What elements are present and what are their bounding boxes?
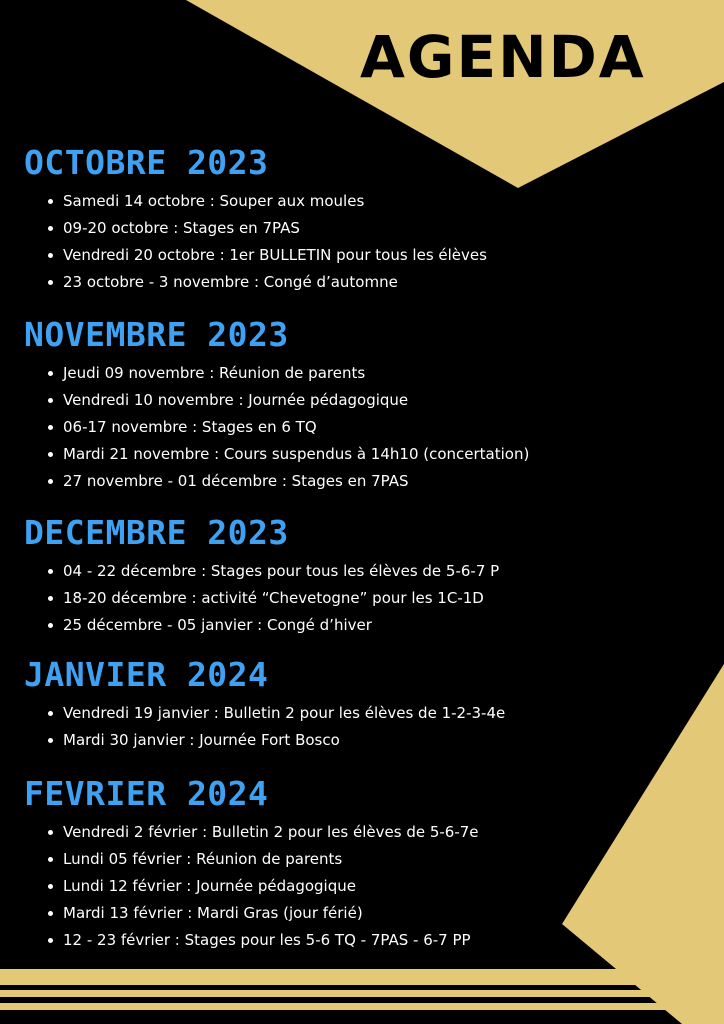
event-item: Vendredi 20 octobre : 1er BULLETIN pour tous les élèves [63, 242, 624, 269]
event-list [24, 188, 624, 296]
section-february-2024 [24, 775, 624, 954]
section-october-2023 [24, 144, 624, 296]
section-heading: JANVIER 2024 [24, 655, 269, 694]
event-item: 12 - 23 février : Stages pour les 5-6 TQ - 7PAS - 6-7 PP [63, 927, 624, 954]
event-item: 18-20 décembre : activité “Chevetogne” pour les 1C-1D [63, 585, 624, 612]
bottom-gold-stripe-upper [0, 969, 724, 985]
event-list [24, 819, 624, 954]
event-item: 06-17 novembre : Stages en 6 TQ [63, 414, 624, 441]
event-item: Jeudi 09 novembre : Réunion de parents [63, 360, 624, 387]
section-heading: NOVEMBRE 2023 [24, 315, 289, 354]
section-december-2023 [24, 514, 624, 639]
event-item: Mardi 21 novembre : Cours suspendus à 14h10 (concertation) [63, 441, 624, 468]
event-list [24, 360, 624, 495]
event-item: 04 - 22 décembre : Stages pour tous les élèves de 5-6-7 P [63, 558, 624, 585]
bottom-gold-stripe-middle [0, 990, 724, 997]
event-list [24, 700, 624, 754]
event-item: Vendredi 10 novembre : Journée pédagogique [63, 387, 624, 414]
event-item: Vendredi 2 février : Bulletin 2 pour les élèves de 5-6-7e [63, 819, 624, 846]
event-item: Mardi 30 janvier : Journée Fort Bosco [63, 727, 624, 754]
event-item: Mardi 13 février : Mardi Gras (jour férié) [63, 900, 624, 927]
bottom-gold-stripe-lower [0, 1003, 724, 1010]
event-item: Vendredi 19 janvier : Bulletin 2 pour les élèves de 1-2-3-4e [63, 700, 624, 727]
event-item: 27 novembre - 01 décembre : Stages en 7PAS [63, 468, 624, 495]
section-heading: OCTOBRE 2023 [24, 143, 269, 182]
page-title: AGENDA [360, 23, 646, 91]
event-item: Lundi 12 février : Journée pédagogique [63, 873, 624, 900]
event-item: 09-20 octobre : Stages en 7PAS [63, 215, 624, 242]
event-list [24, 558, 624, 639]
event-item: Samedi 14 octobre : Souper aux moules [63, 188, 624, 215]
event-item: 23 octobre - 3 novembre : Congé d’automne [63, 269, 624, 296]
section-heading: DECEMBRE 2023 [24, 513, 289, 552]
event-item: Lundi 05 février : Réunion de parents [63, 846, 624, 873]
event-item: 25 décembre - 05 janvier : Congé d’hiver [63, 612, 624, 639]
section-heading: FEVRIER 2024 [24, 774, 269, 813]
section-january-2024 [24, 656, 624, 754]
section-november-2023 [24, 316, 624, 495]
